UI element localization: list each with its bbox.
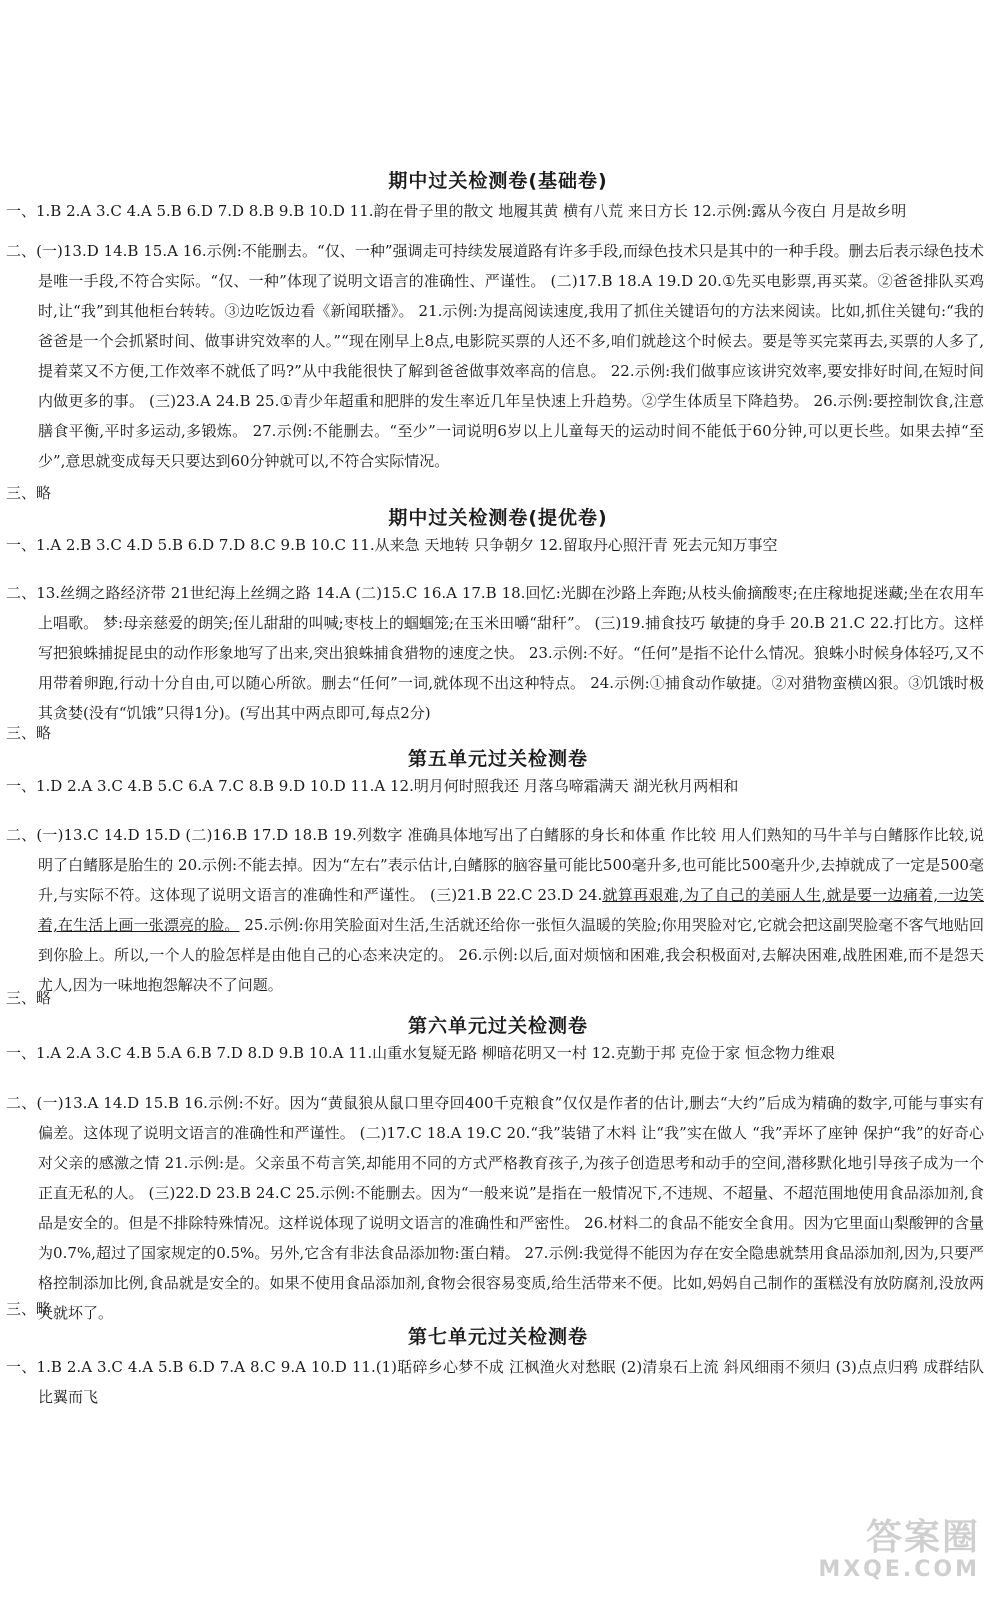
watermark-text: 答案圈: [865, 1517, 980, 1558]
section3-part2: [6, 820, 984, 1000]
section-title-midterm-advanced: 期中过关检测卷(提优卷): [388, 507, 608, 529]
section-title-unit6: 第六单元过关检测卷: [407, 1015, 588, 1037]
section2-part2: 二、13.丝绸之路经济带 21世纪海上丝绸之路 14.A (二)15.C 16.A 17.B 18.回忆:光脚在沙路上奔跑;从枝头偷摘酸枣;在庄稼地捉迷藏;坐在农用车上唱歌。 梦:母亲慈爱的朗笑;侄儿甜甜的叫喊;枣枝上的蝈蝈笼;在玉米田嚼“甜秆”。 (三)19.捕食技巧 敏捷的身手 20.B 21.C 22.打比方。这样写把狼蛛捕捉昆虫的动作形象地写了出来,突出狼蛛捕食猎物的速度之快。 23.示例:不好。“任何”是指不论什么情况。狼蛛小时候身体轻巧,又不用带着卵跑,行动十分自由,可以随心所欲。删去“任何”一词,就体现不出这种特点。 24.示例:①捕食动作敏捷。②对猎物蛮横凶狠。③饥饿时极其贪婪(没有“饥饿”只得1分)。(写出其中两点即可,每点2分): [6, 584, 984, 722]
section4-part3: 三、略: [6, 1300, 52, 1318]
section-title-unit7: 第七单元过关检测卷: [407, 1326, 588, 1348]
watermark-logo: [818, 1518, 980, 1582]
section3-part3: 三、略: [6, 989, 52, 1007]
section3-part1: 一、1.D 2.A 3.C 4.B 5.C 6.A 7.C 8.B 9.D 10.D 11.A 12.明月何时照我还 月落乌啼霜满天 湖光秋月两相和: [6, 777, 739, 795]
section1-part2: 二、(一)13.D 14.B 15.A 16.示例:不能删去。“仅、一种”强调走可持续发展道路有许多手段,而绿色技术只是其中的一种手段。删去后表示绿色技术是唯一手段,不符合实际。“仅、一种”体现了说明文语言的准确性、严谨性。 (二)17.B 18.A 19.D 20.①先买电影票,再买菜。②爸爸排队买鸡时,让“我”到其他柜台转转。③边吃饭边看《新闻联播》。 21.示例:为提高阅读速度,我用了抓住关键语句的方法来阅读。比如,抓住关键句:“我的爸爸是一个会抓紧时间、做事讲究效率的人。”“现在刚早上8点,电影院买票的人还不多,咱们就趁这个时候去。要是等买完菜再去,买票的人多了,提着菜又不方便,工作效率不就低了吗?”从中我能很快了解到爸爸做事效率高的信息。 22.示例:我们做事应该讲究效率,要安排好时间,在短时间内做更多的事。 (三)23.A 24.B 25.①青少年超重和肥胖的发生率近几年呈快速上升趋势。②学生体质呈下降趋势。 26.示例:要控制饮食,注意膳食平衡,平时多运动,多锻炼。 27.示例:不能删去。“至少”一词说明6岁以上儿童每天的运动时间不能低于60分钟,可以更长些。如果去掉“至少”,意思就变成每天只要达到60分钟就可以,不符合实际情况。: [6, 242, 984, 470]
section-title-unit5: 第五单元过关检测卷: [407, 748, 588, 770]
section1-part1: 一、1.B 2.A 3.C 4.A 5.B 6.D 7.D 8.B 9.B 10.D 11.韵在骨子里的散文 地履其黄 横有八荒 来日方长 12.示例:露从今夜白 月是故乡明: [6, 202, 907, 220]
section2-part3: 三、略: [6, 724, 52, 742]
section2-part1: 一、1.A 2.B 3.C 4.D 5.B 6.D 7.D 8.C 9.B 10.C 11.从来急 天地转 只争朝夕 12.留取丹心照汗青 死去元知万事空: [6, 536, 778, 554]
section-title-midterm-basic: 期中过关检测卷(基础卷): [388, 170, 608, 192]
section3-part2-start: 二、(一)13.C 14.D 15.D (二)16.B 17.D 18.B 19.列数字 准确具体地写出了白鳍豚的身长和体重 作比较 用人们熟知的马牛羊与白鳍豚作比较,说明了白鳍豚是胎生的 20.示例:不能去掉。因为“左右”表示估计,白鳍豚的脑容量可能比500毫升多,也可能比500毫升少,去掉就成了一定是500毫升,与实际不符。这体现了说明文语言的准确性和严谨性。 (三)21.B 22.C 23.D 24.: [6, 826, 984, 904]
section1-part3: 三、略: [6, 484, 52, 502]
section5-part1: 一、1.B 2.A 3.C 4.A 5.B 6.D 7.A 8.C 9.A 10.D 11.(1)聒碎乡心梦不成 江枫渔火对愁眠 (2)清泉石上流 斜风细雨不须归 (3)点点归鸦 成群结队 比翼而飞: [6, 1358, 984, 1406]
underlined-answer-24: 就算再艰难,为了自己的美丽人生,就是要一边痛着,一边笑着,在生活上画一张漂亮的脸。: [38, 886, 984, 934]
section4-part2: 二、(一)13.A 14.D 15.B 16.示例:不好。因为“黄鼠狼从鼠口里夺回400千克粮食”仅仅是作者的估计,删去“大约”后成为精确的数字,可能与事实有偏差。这体现了说明文语言的准确性和严谨性。 (二)17.C 18.A 19.C 20.“我”装错了木料 让“我”实在做人 “我”弄坏了座钟 保护“我”的好奇心 对父亲的感激之情 21.示例:是。父亲虽不苟言笑,却能用不同的方式严格教育孩子,为孩子创造思考和动手的空间,潜移默化地引导孩子成为一个正直无私的人。 (三)22.D 23.B 24.C 25.示例:不能删去。因为“一般来说”是指在一般情况下,不违规、不超量、不超范围地使用食品添加剂,食品是安全的。但是不排除特殊情况。这样说体现了说明文语言的准确性和严密性。 26.材料二的食品不能安全食用。因为它里面山梨酸钾的含量为0.7%,超过了国家规定的0.5%。另外,它含有非法食品添加物:蛋白精。 27.示例:我觉得不能因为存在安全隐患就禁用食品添加剂,因为,只要严格控制添加比例,食品就是安全的。如果不使用食品添加剂,食物会很容易变质,给生活带来不便。比如,妈妈自己制作的蛋糕没有放防腐剂,没放两天就坏了。: [6, 1094, 984, 1322]
section3-part2-end: 25.示例:你用笑脸面对生活,生活就还给你一张恒久温暖的笑脸;你用哭脸对它,它就会把这副哭脸毫不客气地贴回到你脸上。所以,一个人的脸怎样是由他自己的心态来决定的。 26.示例:以后,面对烦恼和困难,我会积极面对,去解决困难,战胜困难,而不是怨天尤人,因为一味地抱怨解决不了问题。: [38, 916, 984, 994]
watermark-domain: MXQE.COM: [818, 1557, 980, 1582]
section4-part1: 一、1.A 2.A 3.C 4.B 5.A 6.B 7.D 8.D 9.B 10.A 11.山重水复疑无路 柳暗花明又一村 12.克勤于邦 克俭于家 恒念物力维艰: [6, 1044, 836, 1062]
